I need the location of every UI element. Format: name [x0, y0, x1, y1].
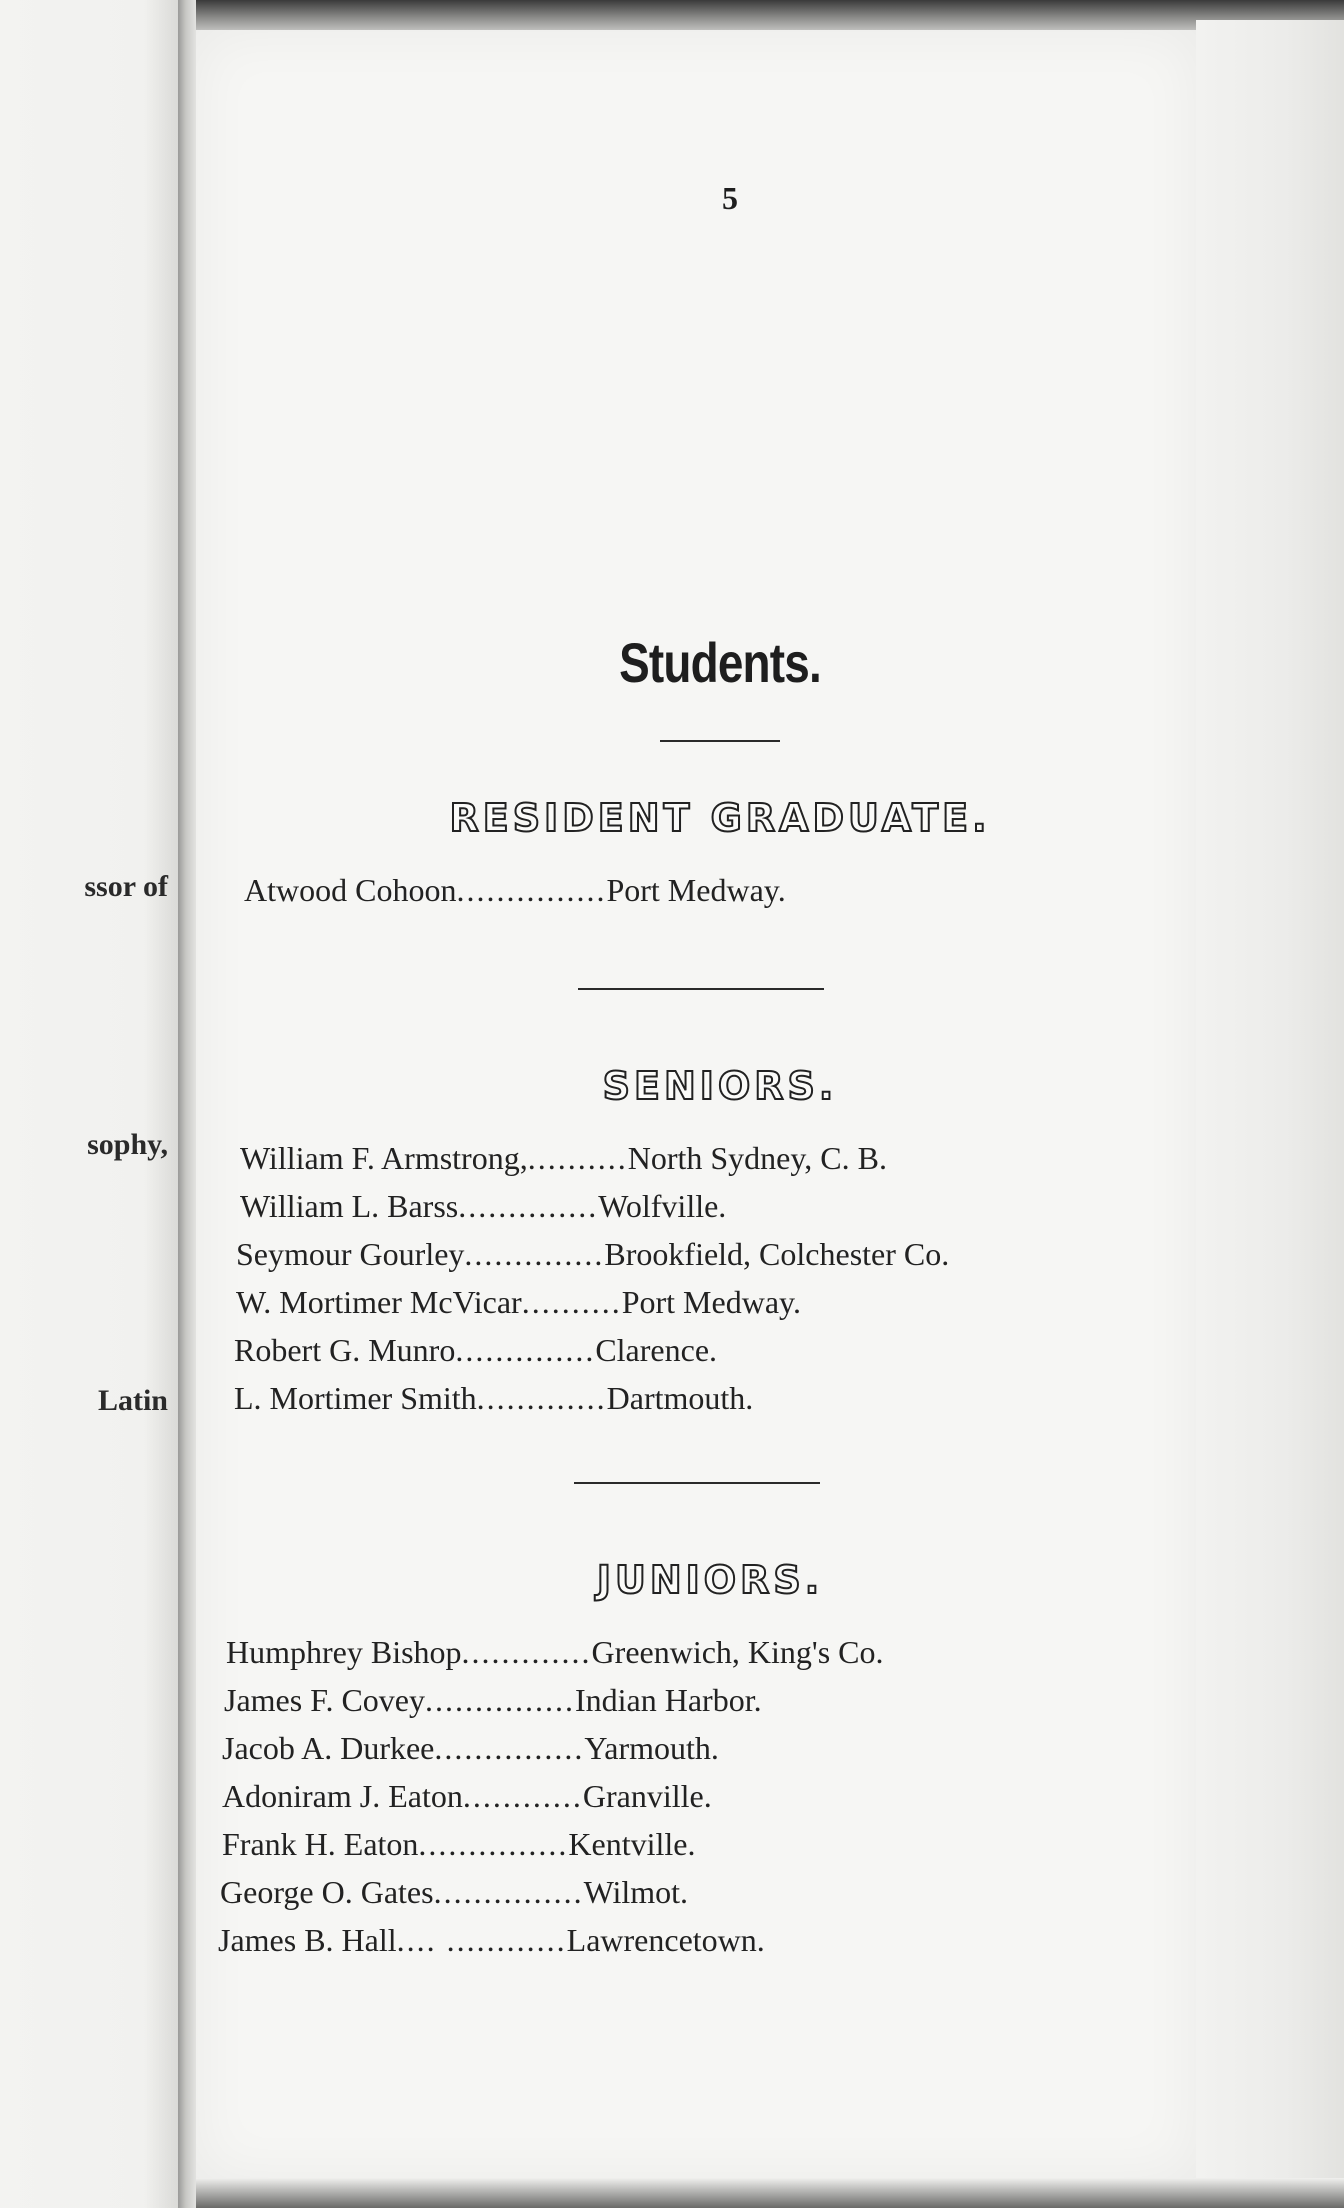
previous-page-edge: [0, 0, 180, 2208]
dot-leader: ............: [462, 1778, 583, 1814]
student-hometown: Kentville.: [568, 1826, 696, 1862]
student-hometown: Wolfville.: [598, 1188, 727, 1224]
page-right-margin: [1196, 20, 1344, 2190]
student-hometown: Clarence.: [595, 1332, 718, 1368]
page-bottom-edge: [196, 2178, 1344, 2208]
list-item: [220, 1874, 688, 1911]
dot-leader: ..........: [527, 1140, 628, 1176]
student-hometown: Granville.: [582, 1778, 712, 1814]
dot-leader: ...............: [433, 1874, 584, 1910]
previous-page-fragment: ssor of: [84, 870, 168, 903]
divider-rule: [578, 988, 824, 990]
dot-leader: ..........: [521, 1284, 622, 1320]
list-item: [240, 1188, 726, 1225]
student-hometown: Brookfield, Colchester Co.: [604, 1236, 950, 1272]
student-name: Robert G. Munro: [234, 1332, 456, 1368]
list-item: [226, 1634, 883, 1671]
student-hometown: Indian Harbor.: [574, 1682, 762, 1718]
student-hometown: Dartmouth.: [606, 1380, 754, 1416]
student-name: Humphrey Bishop: [226, 1634, 462, 1670]
student-name: Jacob A. Durkee: [222, 1730, 435, 1766]
student-hometown: Port Medway.: [621, 1284, 801, 1320]
section-heading-juniors: JUNIORS.: [596, 1558, 824, 1602]
dot-leader: ..............: [458, 1188, 599, 1224]
student-name: Atwood Cohoon: [244, 872, 457, 908]
student-hometown: North Sydney, C. B.: [627, 1140, 887, 1176]
student-hometown: Wilmot.: [583, 1874, 689, 1910]
previous-page-fragment: Latin: [97, 1384, 168, 1417]
list-item: [222, 1826, 695, 1863]
divider-rule: [660, 740, 780, 742]
list-item: [222, 1730, 719, 1767]
student-name: William L. Barss: [240, 1188, 459, 1224]
section-heading-resident-graduate: RESIDENT GRADUATE.: [449, 796, 991, 840]
student-name: Adoniram J. Eaton: [222, 1778, 463, 1814]
dot-leader: .... ............: [396, 1922, 567, 1958]
list-item: [234, 1332, 717, 1369]
student-hometown: Greenwich, King's Co.: [591, 1634, 884, 1670]
dot-leader: ...............: [434, 1730, 585, 1766]
student-name: Seymour Gourley: [236, 1236, 465, 1272]
dot-leader: ...............: [456, 872, 607, 908]
divider-rule: [574, 1482, 820, 1484]
list-item: [244, 872, 786, 909]
student-name: George O. Gates: [220, 1874, 434, 1910]
student-hometown: Lawrencetown.: [566, 1922, 765, 1958]
list-item: [218, 1922, 765, 1959]
student-name: W. Mortimer McVicar: [236, 1284, 522, 1320]
list-item: [236, 1236, 949, 1273]
list-item: [236, 1284, 801, 1321]
dot-leader: ...............: [424, 1682, 575, 1718]
page-number: 5: [722, 180, 738, 216]
dot-leader: ..............: [455, 1332, 596, 1368]
student-hometown: Port Medway.: [606, 872, 786, 908]
dot-leader: ...............: [418, 1826, 569, 1862]
book-gutter: [178, 0, 198, 2208]
list-item: [224, 1682, 762, 1719]
list-item: [234, 1380, 753, 1417]
previous-page-fragment: sophy,: [87, 1128, 168, 1161]
page-title: Students.: [619, 631, 821, 694]
student-name: James F. Covey: [224, 1682, 425, 1718]
student-name: L. Mortimer Smith: [234, 1380, 477, 1416]
dot-leader: ..............: [464, 1236, 605, 1272]
section-heading-seniors: SENIORS.: [602, 1064, 838, 1108]
student-name: William F. Armstrong,: [240, 1140, 528, 1176]
dot-leader: .............: [461, 1634, 592, 1670]
dot-leader: .............: [476, 1380, 607, 1416]
student-hometown: Yarmouth.: [584, 1730, 719, 1766]
student-name: James B. Hall: [218, 1922, 397, 1958]
list-item: [240, 1140, 887, 1177]
student-name: Frank H. Eaton: [222, 1826, 419, 1862]
list-item: [222, 1778, 712, 1815]
